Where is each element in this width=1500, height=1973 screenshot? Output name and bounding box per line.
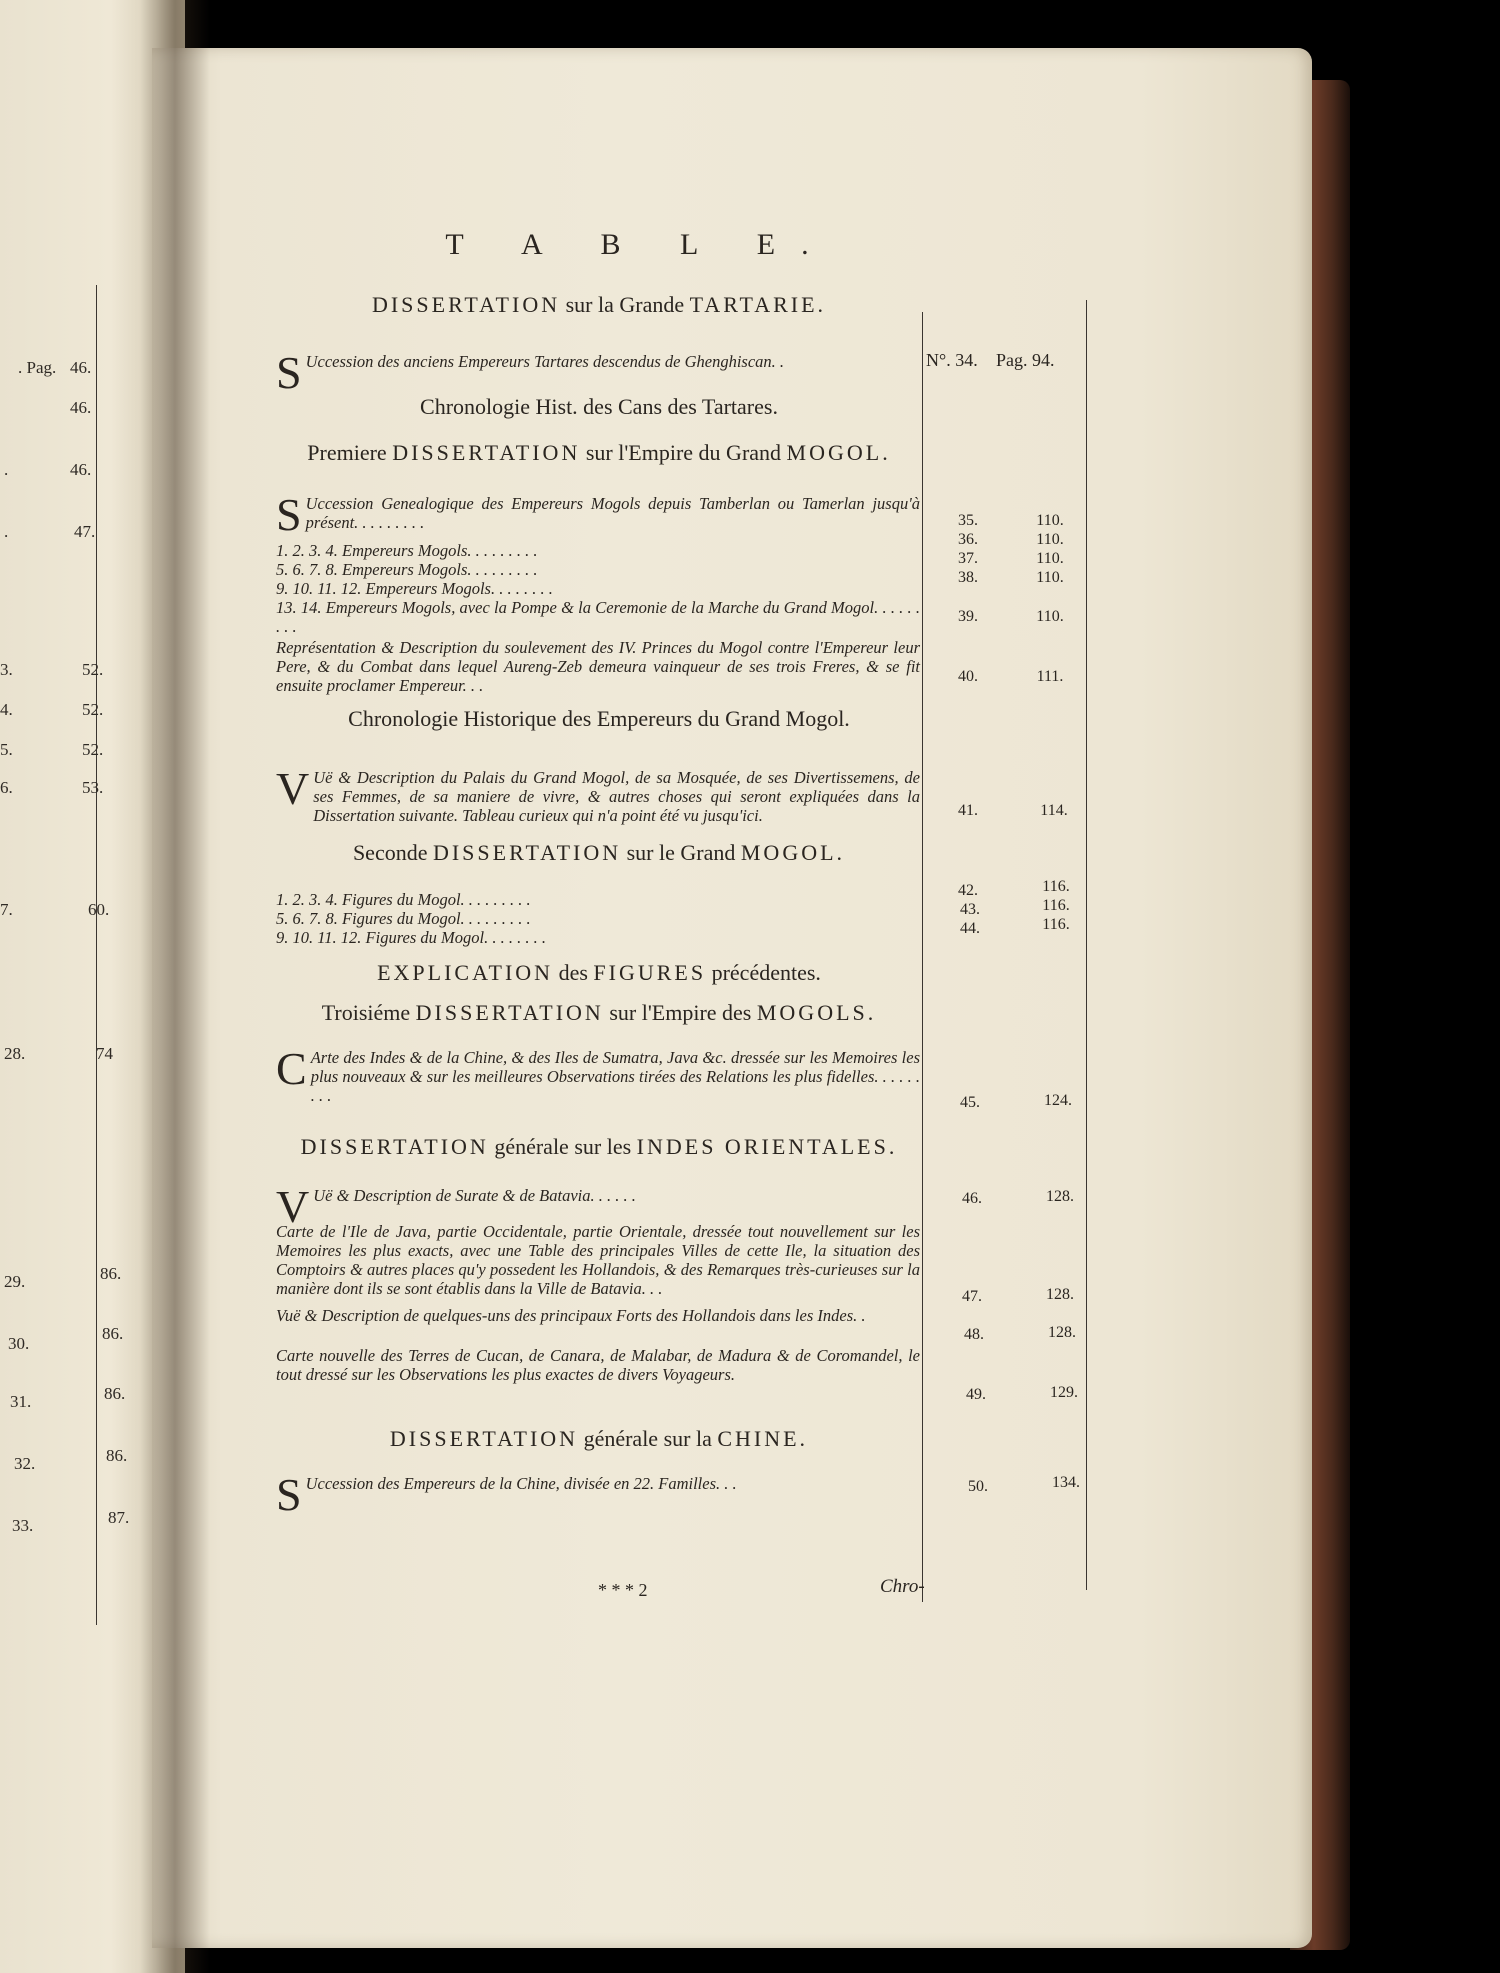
entry-text: Vuë & Description de quelques-uns des principaux Forts des Hollandois dans les Indes. .: [276, 1306, 866, 1325]
number-cell: 44.: [960, 920, 980, 937]
section-text: précédentes.: [711, 960, 821, 985]
left-num-b: 86.: [102, 1324, 124, 1343]
left-num-a: 30.: [8, 1334, 30, 1353]
left-num-a: 7.: [0, 900, 13, 919]
entry-text: Uccession des Empereurs de la Chine, divisée en 22. Familles. . .: [305, 1474, 737, 1493]
table-entry: [276, 1222, 920, 1298]
entry-text: Représentation & Description du soulevement des IV. Princes du Mogol contre l'Empereur leur Pere, & du Combat dans lequel Aureng-Zeb demeura vainqueur de ses trois Freres, & se fit ensuite proclamer Empereur. . .: [276, 638, 920, 695]
section-heading: [276, 840, 922, 866]
number-cell: 35.: [958, 512, 978, 529]
drop-cap: V: [276, 1181, 310, 1232]
page-cell: 116.: [1042, 897, 1070, 914]
section-caps: FIGURES: [593, 960, 707, 985]
page-cell: 110.: [1036, 512, 1064, 529]
left-num-a: 32.: [14, 1454, 36, 1473]
section-heading: [276, 1426, 922, 1452]
section-caps: MOGOL.: [740, 840, 846, 865]
number-cell: 39.: [958, 608, 978, 625]
section-caps: DISSERTATION: [415, 1000, 604, 1025]
entry-text: 13. 14. Empereurs Mogols, avec la Pompe & la Ceremonie de la Marche du Grand Mogol. . . . . . . . .: [276, 598, 920, 636]
entry-text: 5. 6. 7. 8. Empereurs Mogols. . . . . . . . .: [276, 560, 538, 579]
left-num-a: 6.: [0, 778, 13, 797]
left-num-a: 5.: [0, 740, 13, 759]
section-text: sur l'Empire du Grand: [585, 440, 782, 465]
left-num-b: 52.: [82, 700, 104, 719]
table-entry: [276, 541, 920, 560]
table-entry: [276, 1346, 920, 1384]
section-heading: [276, 1134, 922, 1160]
entry-text: 9. 10. 11. 12. Empereurs Mogols. . . . . . . .: [276, 579, 553, 598]
number-column-header: N°. 34.: [926, 350, 978, 370]
left-num-a: 4.: [0, 700, 13, 719]
table-entry: [276, 1469, 920, 1520]
number-cell: 37.: [958, 550, 978, 567]
left-num-a: 31.: [10, 1392, 32, 1411]
page-cell: 110.: [1036, 608, 1064, 625]
page-title: T A B L E.: [445, 228, 835, 261]
left-num-b: 53.: [82, 778, 104, 797]
section-text: sur le Grand: [626, 840, 736, 865]
left-page-pag-label: . Pag.: [18, 358, 57, 377]
page-cell: 116.: [1042, 916, 1070, 933]
section-text: générale sur les: [494, 1134, 632, 1159]
page-cell: 134.: [1052, 1474, 1080, 1491]
left-num-b: 74: [96, 1044, 113, 1063]
entry-text: Uë & Description du Palais du Grand Mogol, de sa Mosquée, de ses Divertissemens, de ses Femmes, de sa maniere de vivre, & autres choses qui seront expliquées dans la Dissertation suivante. Tableau curieux qui n'a point été vu jusqu'ici.: [313, 768, 920, 825]
left-num-b: 52.: [82, 740, 104, 759]
section-heading: [276, 292, 922, 318]
left-num-b: 86.: [104, 1384, 126, 1403]
entry-text: Arte des Indes & de la Chine, & des Iles de Sumatra, Java &c. dressée sur les Memoires les plus nouveaux & sur les meilleures Observations tirées des Relations les plus fidelles. . . . . . . . .: [310, 1048, 920, 1105]
page-cell: 124.: [1044, 1092, 1072, 1109]
page-column-header: Pag. 94.: [996, 350, 1055, 370]
section-heading: [276, 960, 922, 986]
number-column-rule: [922, 312, 923, 1602]
left-num-b: 86.: [100, 1264, 122, 1283]
table-entry: [276, 1043, 920, 1105]
number-cell: 36.: [958, 531, 978, 548]
table-entry: [276, 347, 920, 398]
section-caps: CHINE.: [717, 1426, 809, 1451]
section-heading: [276, 440, 922, 466]
entry-text: Uccession des anciens Empereurs Tartares descendus de Ghenghiscan. .: [305, 352, 785, 371]
drop-cap: S: [276, 489, 302, 540]
left-num-a: 29.: [4, 1272, 26, 1291]
right-page: [152, 48, 1312, 1948]
section-text: Seconde: [352, 840, 428, 865]
section-heading: [276, 706, 922, 732]
section-caps: MOGOLS.: [756, 1000, 877, 1025]
entry-text: Uccession Genealogique des Empereurs Mogols depuis Tamberlan ou Tamerlan jusqu'à présent. . . . . . . . .: [305, 494, 920, 532]
section-text: sur la Grande: [565, 292, 685, 317]
left-num-b: 86.: [106, 1446, 128, 1465]
left-num-b: 46.: [70, 398, 92, 417]
section-caps: DISSERTATION: [371, 292, 561, 317]
table-entry: [276, 909, 920, 928]
page-cell: 110.: [1036, 569, 1064, 586]
page-cell: 111.: [1036, 668, 1064, 685]
number-cell: 50.: [968, 1478, 988, 1495]
left-num-b: 47.: [74, 522, 96, 541]
section-text: Premiere: [307, 440, 387, 465]
section-caps: DISSERTATION: [392, 440, 581, 465]
table-entry: [276, 1181, 920, 1232]
number-cell: 43.: [960, 901, 980, 918]
table-entry: [276, 560, 920, 579]
page-cell: 129.: [1050, 1384, 1078, 1401]
section-text: des: [558, 960, 588, 985]
section-heading: [276, 1000, 922, 1026]
left-num-b: 46.: [70, 460, 92, 479]
table-entry: [276, 1306, 920, 1325]
drop-cap: S: [276, 347, 302, 398]
section-caps: MOGOL.: [786, 440, 891, 465]
entry-text: 5. 6. 7. 8. Figures du Mogol. . . . . . . . .: [276, 909, 531, 928]
table-entry: [276, 928, 920, 947]
table-entry: [276, 763, 920, 825]
table-entry: [276, 489, 920, 540]
left-num-b: 87.: [108, 1508, 130, 1527]
entry-text: 1. 2. 3. 4. Empereurs Mogols. . . . . . . . .: [276, 541, 538, 560]
number-cell: 45.: [960, 1094, 980, 1111]
left-num-b: 46.: [70, 358, 92, 377]
number-cell: 47.: [962, 1288, 982, 1305]
section-text: Chronologie Hist. des Cans des Tartares.: [420, 394, 778, 419]
entry-text: Carte nouvelle des Terres de Cucan, de Canara, de Malabar, de Madura & de Coromandel, le tout dressé sur les Observations les plus exactes de divers Voyageurs.: [276, 1346, 920, 1384]
number-cell: 42.: [958, 882, 978, 899]
left-num-a: 28.: [4, 1044, 26, 1063]
table-entry: [276, 579, 920, 598]
drop-cap: C: [276, 1043, 307, 1094]
section-caps: DISSERTATION: [389, 1426, 579, 1451]
drop-cap: S: [276, 1469, 302, 1520]
number-cell: 49.: [966, 1386, 986, 1403]
entry-text: Uë & Description de Surate & de Batavia. . . . . .: [313, 1186, 636, 1205]
left-num-a: 33.: [12, 1516, 34, 1535]
drop-cap: V: [276, 763, 310, 814]
number-cell: 41.: [958, 802, 978, 819]
page-cell: 116.: [1042, 878, 1070, 895]
number-cell: 46.: [962, 1190, 982, 1207]
table-entry: [276, 638, 920, 695]
section-text: Troisiéme: [321, 1000, 411, 1025]
page-cell: 110.: [1036, 550, 1064, 567]
number-cell: 38.: [958, 569, 978, 586]
left-num-b: 52.: [82, 660, 104, 679]
left-num-b: 60.: [88, 900, 110, 919]
section-text: Chronologie Historique des Empereurs du Grand Mogol.: [348, 706, 850, 731]
section-caps: DISSERTATION: [432, 840, 622, 865]
left-page-rule: [96, 285, 97, 1625]
page-cell: 114.: [1040, 802, 1068, 819]
section-caps: TARTARIE.: [689, 292, 827, 317]
number-cell: 40.: [958, 668, 978, 685]
number-cell: 48.: [964, 1326, 984, 1343]
table-entry: [276, 890, 920, 909]
section-caps: DISSERTATION: [300, 1134, 489, 1159]
page-cell: 128.: [1046, 1286, 1074, 1303]
page-cell: 110.: [1036, 531, 1064, 548]
section-caps: INDES ORIENTALES.: [636, 1134, 898, 1159]
section-text: sur l'Empire des: [609, 1000, 752, 1025]
entry-text: 1. 2. 3. 4. Figures du Mogol. . . . . . . . .: [276, 890, 531, 909]
left-num-a: 3.: [0, 660, 13, 679]
entry-text: 9. 10. 11. 12. Figures du Mogol. . . . . . . .: [276, 928, 546, 947]
section-heading: [276, 394, 922, 420]
catchword: Chro-: [880, 1576, 925, 1597]
page-cell: 128.: [1046, 1188, 1074, 1205]
entry-text: Carte de l'Ile de Java, partie Occidentale, partie Orientale, dressée tout nouvellement sur les Memoires les plus exacts, avec une Table des principales Villes de cette Ile, la situation des Comptoirs & autres places qu'y possedent les Hollandois, & des Remarques très-curieuses sur la manière dont ils se sont établis dans la Ville de Batavia. . .: [276, 1222, 920, 1298]
book-gutter: [140, 0, 210, 1973]
section-text: générale sur la: [583, 1426, 712, 1451]
page-cell: 128.: [1048, 1324, 1076, 1341]
signature-mark: * * * 2: [598, 1580, 648, 1600]
table-entry: [276, 598, 920, 636]
left-num-a: .: [4, 460, 9, 479]
section-caps: EXPLICATION: [377, 960, 554, 985]
left-num-a: .: [4, 522, 9, 541]
